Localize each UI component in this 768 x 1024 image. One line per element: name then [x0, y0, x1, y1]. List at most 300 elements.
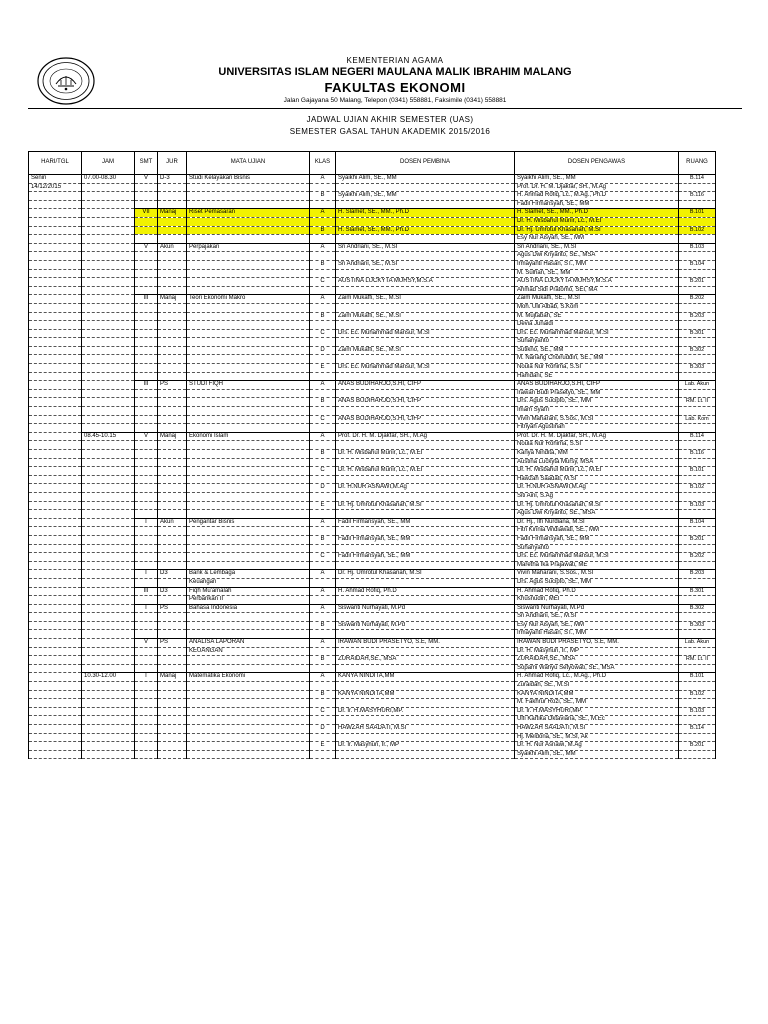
- dosen-pembina-cell: [336, 699, 515, 708]
- table-row: [29, 346, 716, 355]
- klas-cell: [310, 492, 336, 501]
- ruang-cell: B.114: [679, 725, 716, 734]
- jur-cell: [158, 303, 187, 312]
- dosen-pengawas-cell: Sri Andriani, SE., M.SI: [515, 613, 679, 622]
- mata-ujian-cell: [187, 329, 310, 338]
- jam-cell: [82, 372, 135, 381]
- dosen-pengawas-cell: Drs. Ec. Muhammad Mansur, M.SI: [515, 553, 679, 562]
- klas-cell: [310, 630, 336, 639]
- klas-cell: [310, 235, 336, 244]
- jam-cell: [82, 682, 135, 691]
- dosen-pembina-cell: Fadil Firmansyah, SE., MM: [336, 518, 515, 527]
- mata-ujian-cell: [187, 338, 310, 347]
- smt-cell: I: [135, 604, 158, 613]
- table-row: [29, 613, 716, 622]
- hari-cell: [29, 750, 82, 759]
- hari-cell: [29, 699, 82, 708]
- jam-cell: [82, 321, 135, 330]
- faculty-address: Jalan Gajayana 50 Malang, Telepon (0341) 558881, Faksimile (0341) 558881: [283, 97, 507, 104]
- jur-cell: [158, 364, 187, 373]
- ruang-cell: [679, 389, 716, 398]
- dosen-pembina-cell: [336, 217, 515, 226]
- jam-cell: [82, 235, 135, 244]
- ruang-cell: [679, 372, 716, 381]
- smt-cell: [135, 269, 158, 278]
- mata-ujian-cell: [187, 716, 310, 725]
- mata-ujian-cell: [187, 441, 310, 450]
- smt-cell: [135, 707, 158, 716]
- smt-cell: [135, 544, 158, 553]
- mata-ujian-cell: [187, 664, 310, 673]
- jur-cell: [158, 329, 187, 338]
- hari-cell: [29, 596, 82, 605]
- smt-cell: III: [135, 295, 158, 304]
- mata-ujian-cell: [187, 286, 310, 295]
- jam-cell: [82, 183, 135, 192]
- dosen-pembina-cell: Prof. Dr. H. M. Djakfar, SH., M.Ag: [336, 432, 515, 441]
- table-row: [29, 329, 716, 338]
- mata-ujian-cell: [187, 372, 310, 381]
- col-header-mata-ujian: MATA UJIAN: [187, 152, 310, 175]
- dosen-pembina-cell: [336, 389, 515, 398]
- hari-cell: [29, 209, 82, 218]
- dosen-pengawas-cell: Siti Aini, S.Ag: [515, 492, 679, 501]
- ruang-cell: B.301: [679, 329, 716, 338]
- klas-cell: B: [310, 690, 336, 699]
- klas-cell: A: [310, 295, 336, 304]
- ruang-cell: B.103: [679, 501, 716, 510]
- dosen-pengawas-cell: Sutikno, SE., MM: [515, 346, 679, 355]
- mata-ujian-cell: [187, 312, 310, 321]
- ruang-cell: B.301: [679, 587, 716, 596]
- table-row: [29, 192, 716, 201]
- dosen-pengawas-cell: Dr. H. Masyhuri, Ir., MP: [515, 647, 679, 656]
- jam-cell: [82, 484, 135, 493]
- hari-cell: [29, 286, 82, 295]
- smt-cell: [135, 183, 158, 192]
- hari-cell: [29, 690, 82, 699]
- jam-cell: [82, 458, 135, 467]
- ruang-cell: B.102: [679, 484, 716, 493]
- ruang-cell: [679, 424, 716, 433]
- dosen-pengawas-cell: ZURAIDAH,SE., MSA: [515, 656, 679, 665]
- jur-cell: [158, 389, 187, 398]
- ruang-cell: [679, 578, 716, 587]
- table-row: [29, 621, 716, 630]
- table-row: [29, 733, 716, 742]
- smt-cell: [135, 372, 158, 381]
- hari-cell: Senin: [29, 175, 82, 184]
- dosen-pengawas-cell: H. Ahmad Rofiq, Ph.D: [515, 587, 679, 596]
- hari-cell: [29, 364, 82, 373]
- klas-cell: A: [310, 639, 336, 648]
- dosen-pengawas-cell: KANYA NINDITA,MM: [515, 690, 679, 699]
- dosen-pembina-cell: [336, 286, 515, 295]
- table-row: [29, 501, 716, 510]
- jur-cell: D-3: [158, 175, 187, 184]
- klas-cell: [310, 407, 336, 416]
- dosen-pembina-cell: [336, 750, 515, 759]
- jur-cell: [158, 656, 187, 665]
- klas-cell: [310, 269, 336, 278]
- klas-cell: [310, 561, 336, 570]
- klas-cell: [310, 355, 336, 364]
- hari-cell: [29, 415, 82, 424]
- hari-cell: [29, 372, 82, 381]
- table-row: [29, 312, 716, 321]
- klas-cell: [310, 682, 336, 691]
- dosen-pengawas-cell: Syaikhi Alim, SE., MM: [515, 750, 679, 759]
- dosen-pembina-cell: Fadil Firmansyah, SE., MM: [336, 553, 515, 562]
- dosen-pengawas-cell: Fadil Firmansyah, SE., MM: [515, 200, 679, 209]
- table-row: [29, 286, 716, 295]
- jam-cell: 08.45-10.15: [82, 432, 135, 441]
- dosen-pengawas-cell: Khusnudin, MEI: [515, 596, 679, 605]
- table-row: [29, 295, 716, 304]
- jur-cell: [158, 501, 187, 510]
- mata-ujian-cell: [187, 278, 310, 287]
- ruang-cell: [679, 217, 716, 226]
- jam-cell: 07.00-08.30: [82, 175, 135, 184]
- mata-ujian-cell: [187, 217, 310, 226]
- hari-cell: [29, 544, 82, 553]
- mata-ujian-cell: Bahasa Indonesia: [187, 604, 310, 613]
- hari-cell: [29, 501, 82, 510]
- mata-ujian-cell: [187, 544, 310, 553]
- mata-ujian-cell: ANALISA LAPORAN: [187, 639, 310, 648]
- mata-ujian-cell: [187, 501, 310, 510]
- ruang-cell: [679, 647, 716, 656]
- ruang-cell: [679, 269, 716, 278]
- ruang-cell: RM. Lt. II: [679, 656, 716, 665]
- col-header-hari: HARI/TGL: [29, 152, 82, 175]
- jam-cell: [82, 553, 135, 562]
- dosen-pengawas-cell: Dr. Hj. Umrotul Khasanah, M.SI: [515, 501, 679, 510]
- mata-ujian-cell: [187, 269, 310, 278]
- table-row: [29, 389, 716, 398]
- col-header-smt: SMT: [135, 152, 158, 175]
- jam-cell: [82, 518, 135, 527]
- dosen-pembina-cell: Dr. H.NUR ASNAWI,M.Ag: [336, 484, 515, 493]
- table-row: [29, 372, 716, 381]
- jur-cell: PS: [158, 639, 187, 648]
- klas-cell: A: [310, 175, 336, 184]
- klas-cell: [310, 252, 336, 261]
- jur-cell: [158, 535, 187, 544]
- jur-cell: Manaj: [158, 209, 187, 218]
- klas-cell: B: [310, 398, 336, 407]
- smt-cell: [135, 716, 158, 725]
- jam-cell: [82, 596, 135, 605]
- smt-cell: [135, 329, 158, 338]
- dosen-pembina-cell: [336, 733, 515, 742]
- dosen-pengawas-cell: Fitri Kinnia Widiawati, SE., MM: [515, 527, 679, 536]
- smt-cell: [135, 303, 158, 312]
- jam-cell: [82, 725, 135, 734]
- ruang-cell: B.114: [679, 432, 716, 441]
- klas-cell: C: [310, 553, 336, 562]
- hari-cell: [29, 553, 82, 562]
- table-row: [29, 243, 716, 252]
- smt-cell: [135, 252, 158, 261]
- jur-cell: [158, 527, 187, 536]
- jur-cell: [158, 424, 187, 433]
- dosen-pengawas-cell: H. Ahmad Rofiq, Lc., M.Ag., Ph.D: [515, 673, 679, 682]
- mata-ujian-cell: [187, 346, 310, 355]
- jam-cell: [82, 346, 135, 355]
- jur-cell: PS: [158, 381, 187, 390]
- jam-cell: [82, 510, 135, 519]
- smt-cell: VII: [135, 209, 158, 218]
- dosen-pembina-cell: Dr. Ir. Masyhuri, Ir., MP: [336, 742, 515, 751]
- klas-cell: [310, 458, 336, 467]
- jam-cell: [82, 716, 135, 725]
- hari-cell: [29, 432, 82, 441]
- dosen-pembina-cell: Syaikhi Alim, SE., MM: [336, 175, 515, 184]
- ruang-cell: B.201: [679, 278, 716, 287]
- hari-cell: [29, 639, 82, 648]
- hari-cell: [29, 398, 82, 407]
- smt-cell: [135, 217, 158, 226]
- mata-ujian-cell: [187, 424, 310, 433]
- jam-cell: [82, 578, 135, 587]
- hari-cell: [29, 707, 82, 716]
- klas-cell: [310, 733, 336, 742]
- jur-cell: [158, 716, 187, 725]
- table-row: [29, 544, 716, 553]
- dosen-pengawas-cell: Suhariyanto: [515, 338, 679, 347]
- mata-ujian-cell: [187, 682, 310, 691]
- jur-cell: [158, 742, 187, 751]
- table-row: [29, 175, 716, 184]
- dosen-pengawas-cell: Moh. Ulil Albab, S.Kom: [515, 303, 679, 312]
- jur-cell: [158, 544, 187, 553]
- smt-cell: [135, 484, 158, 493]
- klas-cell: [310, 183, 336, 192]
- smt-cell: [135, 192, 158, 201]
- klas-cell: E: [310, 501, 336, 510]
- jam-cell: [82, 535, 135, 544]
- smt-cell: [135, 260, 158, 269]
- jam-cell: [82, 209, 135, 218]
- ministry-name: KEMENTERIAN AGAMA: [346, 56, 444, 65]
- dosen-pembina-cell: ANAS BUDIHARJO,S.HI, CIFP: [336, 398, 515, 407]
- mata-ujian-cell: Fiqh Mu'amalah: [187, 587, 310, 596]
- dosen-pembina-cell: [336, 492, 515, 501]
- smt-cell: [135, 725, 158, 734]
- smt-cell: [135, 578, 158, 587]
- dosen-pembina-cell: [336, 647, 515, 656]
- jur-cell: [158, 235, 187, 244]
- table-row: [29, 217, 716, 226]
- table-row: [29, 450, 716, 459]
- jam-cell: [82, 217, 135, 226]
- table-row: [29, 587, 716, 596]
- ruang-cell: [679, 321, 716, 330]
- mata-ujian-cell: [187, 398, 310, 407]
- table-row: [29, 707, 716, 716]
- klas-cell: E: [310, 364, 336, 373]
- dosen-pembina-cell: Dr. H. Misbahul Munir, Lc., M.EI: [336, 450, 515, 459]
- table-row: [29, 260, 716, 269]
- col-header-dosen-pengawas: DOSEN PENGAWAS: [515, 152, 679, 175]
- klas-cell: [310, 441, 336, 450]
- hari-cell: [29, 226, 82, 235]
- smt-cell: [135, 561, 158, 570]
- table-row: [29, 475, 716, 484]
- jur-cell: [158, 578, 187, 587]
- dosen-pembina-cell: H. Slamet, SE., MM., Ph.D: [336, 226, 515, 235]
- table-row: [29, 407, 716, 416]
- ruang-cell: [679, 682, 716, 691]
- dosen-pengawas-cell: Prof. Dr. H. M. Djakfar, SH., M.Ag: [515, 183, 679, 192]
- dosen-pembina-cell: [336, 458, 515, 467]
- letterhead-rule: [28, 108, 742, 109]
- smt-cell: [135, 527, 158, 536]
- jam-cell: [82, 475, 135, 484]
- ruang-cell: [679, 510, 716, 519]
- ruang-cell: [679, 699, 716, 708]
- table-row: [29, 553, 716, 562]
- klas-cell: B: [310, 621, 336, 630]
- jam-cell: [82, 355, 135, 364]
- mata-ujian-cell: [187, 733, 310, 742]
- smt-cell: [135, 699, 158, 708]
- mata-ujian-cell: [187, 260, 310, 269]
- mata-ujian-cell: [187, 389, 310, 398]
- smt-cell: [135, 278, 158, 287]
- mata-ujian-cell: Perpajakan: [187, 243, 310, 252]
- table-row: [29, 561, 716, 570]
- jur-cell: Akun: [158, 518, 187, 527]
- ruang-cell: B.101: [679, 467, 716, 476]
- table-row: [29, 364, 716, 373]
- mata-ujian-cell: [187, 621, 310, 630]
- dosen-pengawas-cell: Siswanti Nurhayati, M.Pd: [515, 604, 679, 613]
- dosen-pembina-cell: AUSTINA LUCKYTA MURSY,M.S.A: [336, 278, 515, 287]
- jur-cell: [158, 613, 187, 622]
- dosen-pembina-cell: [336, 252, 515, 261]
- smt-cell: [135, 424, 158, 433]
- jur-cell: [158, 338, 187, 347]
- mata-ujian-cell: [187, 407, 310, 416]
- klas-cell: [310, 372, 336, 381]
- ruang-cell: [679, 527, 716, 536]
- ruang-cell: B.114: [679, 175, 716, 184]
- ruang-cell: [679, 664, 716, 673]
- mata-ujian-cell: [187, 690, 310, 699]
- jur-cell: [158, 707, 187, 716]
- jur-cell: [158, 450, 187, 459]
- ruang-cell: [679, 630, 716, 639]
- jur-cell: [158, 699, 187, 708]
- mata-ujian-cell: Ekonomi Islam: [187, 432, 310, 441]
- jam-cell: [82, 389, 135, 398]
- table-row: [29, 518, 716, 527]
- klas-cell: B: [310, 260, 336, 269]
- smt-cell: [135, 200, 158, 209]
- dosen-pengawas-cell: Irmayanti Hasan, ST., MM: [515, 630, 679, 639]
- dosen-pengawas-cell: Fadil Firmansyah, SE., MM: [515, 535, 679, 544]
- jam-cell: [82, 200, 135, 209]
- dosen-pengawas-cell: Irmayanti Hasan, ST., MM: [515, 260, 679, 269]
- table-row: [29, 303, 716, 312]
- table-row: [29, 725, 716, 734]
- jam-cell: [82, 424, 135, 433]
- klas-cell: A: [310, 604, 336, 613]
- faculty-name: FAKULTAS EKONOMI: [324, 80, 466, 95]
- jur-cell: [158, 312, 187, 321]
- mata-ujian-cell: [187, 303, 310, 312]
- jam-cell: [82, 527, 135, 536]
- dosen-pengawas-cell: Ahmad Sidi Pratomo, SEI, MA: [515, 286, 679, 295]
- jur-cell: [158, 510, 187, 519]
- mata-ujian-cell: [187, 321, 310, 330]
- jur-cell: [158, 458, 187, 467]
- hari-cell: [29, 604, 82, 613]
- klas-cell: D: [310, 484, 336, 493]
- hari-cell: [29, 192, 82, 201]
- table-row: [29, 398, 716, 407]
- klas-cell: [310, 699, 336, 708]
- smt-cell: [135, 613, 158, 622]
- mata-ujian-cell: [187, 475, 310, 484]
- hari-cell: [29, 217, 82, 226]
- klas-cell: A: [310, 673, 336, 682]
- smt-cell: [135, 475, 158, 484]
- dosen-pembina-cell: KANYA NINDITA,MM: [336, 673, 515, 682]
- klas-cell: [310, 647, 336, 656]
- jam-cell: [82, 647, 135, 656]
- smt-cell: [135, 467, 158, 476]
- jur-cell: [158, 372, 187, 381]
- klas-cell: [310, 510, 336, 519]
- mata-ujian-cell: Studi Kelayakan Bisnis: [187, 175, 310, 184]
- mata-ujian-cell: [187, 355, 310, 364]
- jam-cell: [82, 407, 135, 416]
- dosen-pembina-cell: ANAS BUDIHARJO,S.HI, CIFP: [336, 415, 515, 424]
- jam-cell: [82, 501, 135, 510]
- table-row: [29, 381, 716, 390]
- smt-cell: III: [135, 587, 158, 596]
- hari-cell: [29, 647, 82, 656]
- table-row: [29, 639, 716, 648]
- jur-cell: D3: [158, 570, 187, 579]
- dosen-pembina-cell: H. Slamet, SE., MM., Ph.D: [336, 209, 515, 218]
- dosen-pembina-cell: Dr. Hj. Umrotul Khasanah, M.SI: [336, 501, 515, 510]
- jur-cell: [158, 682, 187, 691]
- jur-cell: [158, 467, 187, 476]
- jur-cell: [158, 492, 187, 501]
- klas-cell: [310, 389, 336, 398]
- hari-cell: [29, 441, 82, 450]
- dosen-pengawas-cell: Maretha Ika Prajawati, ME: [515, 561, 679, 570]
- dosen-pembina-cell: Dr. Ir. H.MASYHURI,MP.: [336, 707, 515, 716]
- jur-cell: [158, 252, 187, 261]
- dosen-pembina-cell: [336, 682, 515, 691]
- mata-ujian-cell: [187, 707, 310, 716]
- klas-cell: C: [310, 467, 336, 476]
- ruang-cell: B.102: [679, 690, 716, 699]
- smt-cell: [135, 656, 158, 665]
- dosen-pengawas-cell: Imam Syafi'i: [515, 407, 679, 416]
- table-row: [29, 269, 716, 278]
- dosen-pembina-cell: Sri Andriani, SE., M.SI: [336, 260, 515, 269]
- mata-ujian-cell: [187, 492, 310, 501]
- ruang-cell: B.103: [679, 243, 716, 252]
- jur-cell: [158, 286, 187, 295]
- dosen-pembina-cell: [336, 372, 515, 381]
